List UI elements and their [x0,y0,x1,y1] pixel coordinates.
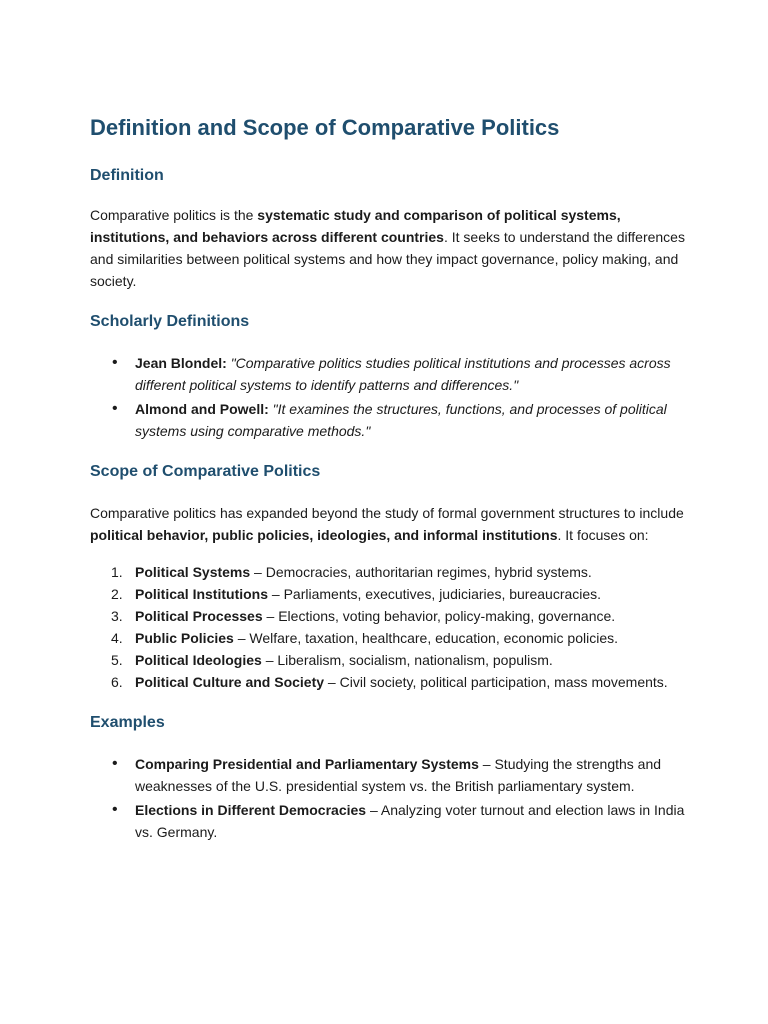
page-title: Definition and Scope of Comparative Politics [90,115,560,140]
list-number: 3. [111,608,123,624]
scope-text-post: . It focuses on: [557,527,649,543]
list-number: 1. [111,564,123,580]
definition-paragraph [90,204,690,292]
definition-text-bold: systematic study and comparison of political systems, institutions, and behaviors across different countries [90,207,621,245]
list-number: 4. [111,630,123,646]
scope-list [90,561,690,693]
list-item [90,753,690,797]
list-number: 2. [111,586,123,602]
example-term: Elections in Different Democracies [135,802,367,818]
definition-text-pre: Comparative politics is the [90,207,258,223]
list-item [90,671,690,693]
scholar-name: Almond and Powell: [135,401,269,417]
example-desc: – Studying the strengths and weaknesses of the U.S. presidential system vs. the British parliamentary system. [135,756,662,794]
list-item [90,398,690,442]
list-number: 6. [111,674,123,690]
scope-text-bold: political behavior, public policies, ideologies, and informal institutions [90,527,558,543]
list-number: 5. [111,652,123,668]
scope-desc: – Welfare, taxation, healthcare, education, economic policies. [233,630,619,646]
list-item [90,605,690,627]
examples-heading: Examples [90,714,165,731]
scholar-name: Jean Blondel: [135,355,227,371]
list-item [90,561,690,583]
scope-desc: – Democracies, authoritarian regimes, hybrid systems. [250,564,592,580]
scholarly-definitions-list [90,352,690,442]
scope-term: Political Ideologies [135,652,262,668]
list-item [90,649,690,671]
scope-term: Political Processes [135,608,263,624]
scope-term: Political Institutions [135,586,269,602]
scope-term: Political Systems [135,564,251,580]
scholar-quote: "It examines the structures, functions, and processes of political systems using comparative methods." [135,401,667,439]
list-item [90,627,690,649]
scope-heading: Scope of Comparative Politics [90,463,321,480]
example-term: Comparing Presidential and Parliamentary Systems [135,756,479,772]
scope-term: Political Culture and Society [135,674,325,690]
list-item [90,583,690,605]
scope-desc: – Elections, voting behavior, policy-making, governance. [262,608,616,624]
list-item [90,352,690,396]
list-item [90,799,690,843]
document-page [90,112,690,845]
example-desc: – Analyzing voter turnout and election laws in India vs. Germany. [135,802,685,840]
scope-text-pre: Comparative politics has expanded beyond the study of formal government structures to include [90,505,684,521]
scope-desc: – Parliaments, executives, judiciaries, bureaucracies. [268,586,602,602]
scope-desc: – Liberalism, socialism, nationalism, populism. [261,652,553,668]
definition-heading: Definition [90,167,164,184]
scope-paragraph [90,502,690,546]
examples-list [90,753,690,843]
scholar-quote: "Comparative politics studies political institutions and processes across different political systems to identify patterns and differences." [135,355,671,393]
scope-desc: – Civil society, political participation, mass movements. [324,674,668,690]
definition-text-post: . It seeks to understand the differences and similarities between political systems and how they impact governance, policy making, and society. [90,229,685,289]
scope-term: Public Policies [135,630,234,646]
scholarly-definitions-heading: Scholarly Definitions [90,313,250,330]
